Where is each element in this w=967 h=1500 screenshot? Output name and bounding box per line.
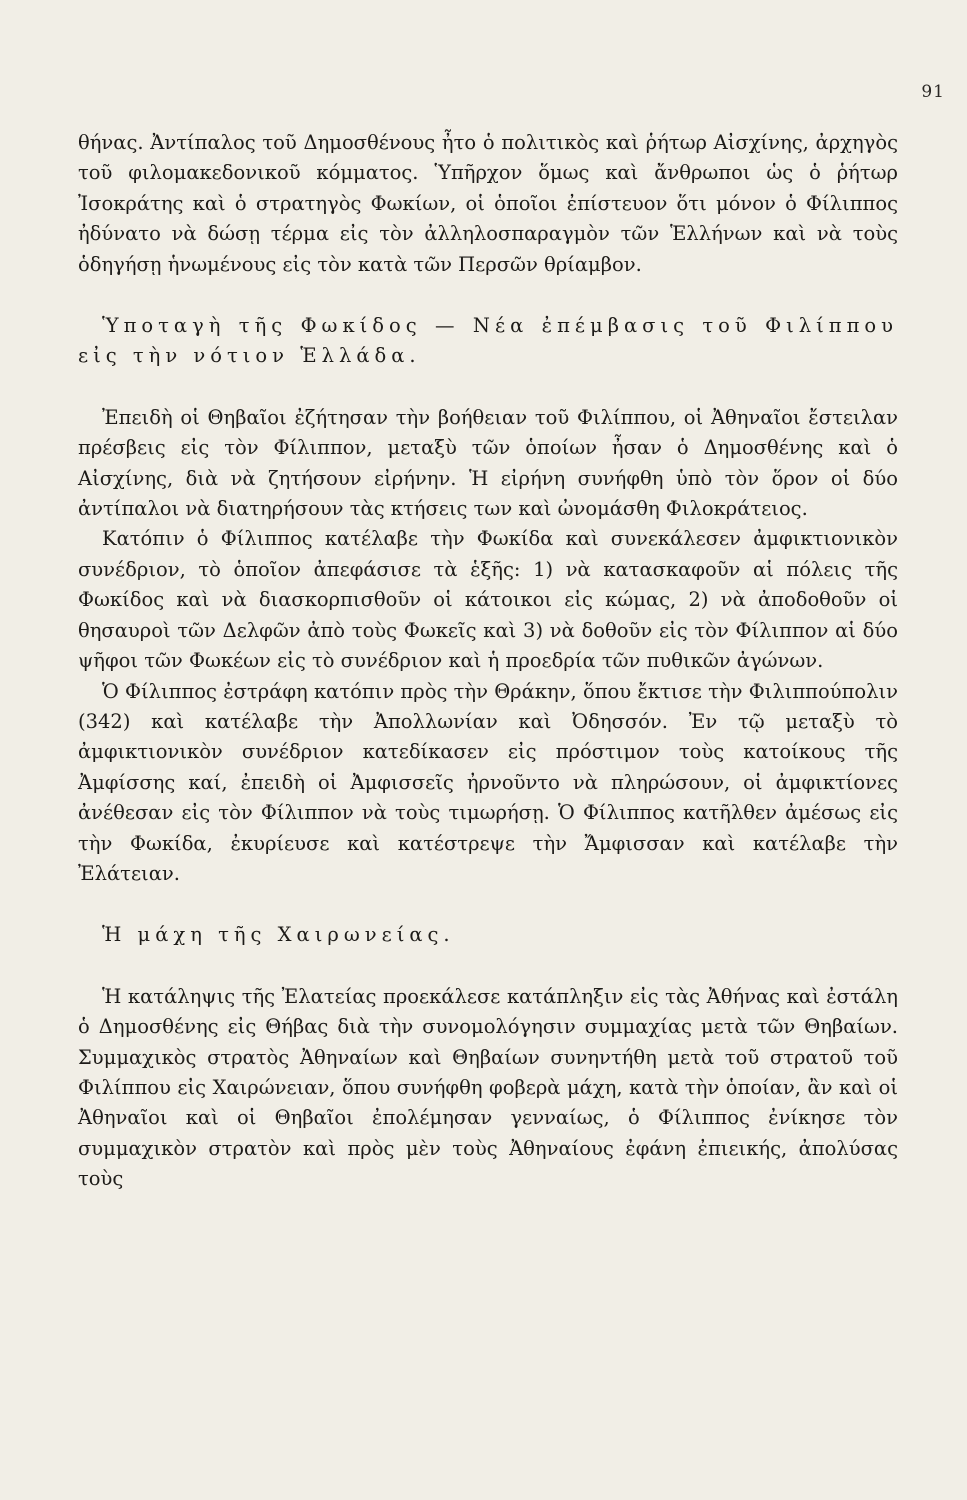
paragraph-continuation: θήνας. Ἀντίπαλος τοῦ Δημοσθένους ἦτο ὁ πολιτικὸς καὶ ῥήτωρ Αἰσχίνης, ἀρχηγὸς τοῦ φιλομακεδονικοῦ κόμματος. Ὑπῆρχον ὅμως καὶ ἄνθρωποι ὡς ὁ ῥήτωρ Ἰσοκράτης καὶ ὁ στρατηγὸς Φωκίων, οἱ ὁποῖοι ἐπίστευον ὅτι μόνον ὁ Φίλιππος ἠδύνατο νὰ δώσῃ τέρμα εἰς τὸν ἀλληλοσπαραγμὸν τῶν Ἑλλήνων καὶ νὰ τοὺς ὁδηγήσῃ ἡνωμένους εἰς τὸν κατὰ τῶν Περσῶν θρίαμβον.: [78, 131, 898, 276]
page-text: [78, 128, 898, 1195]
section-heading-chaeronea: Ἡ μάχη τῆς Χαιρωνείας.: [102, 923, 455, 947]
paragraph-battle-of-chaeronea: Ἡ κατάληψις τῆς Ἐλατείας προεκάλεσε κατάπληξιν εἰς τὰς Ἀθήνας καὶ ἐστάλη ὁ Δημοσθένης εἰς Θήβας διὰ τὴν συνομολόγησιν συμμαχίας μετὰ τῶν Θηβαίων. Συμμαχικὸς στρατὸς Ἀθηναίων καὶ Θηβαίων συνηντήθη μετὰ τοῦ στρατοῦ τοῦ Φιλίππου εἰς Χαιρώνειαν, ὅπου συνήφθη φοβερὰ μάχη, κατὰ τὴν ὁποίαν, ἂν καὶ οἱ Ἀθηναῖοι καὶ οἱ Θηβαῖοι ἐπολέμησαν γενναίως, ὁ Φίλιππος ἐνίκησε τὸν συμμαχικὸν στρατὸν καὶ πρὸς μὲν τοὺς Ἀθηναίους ἐφάνη ἐπιεικής, ἀπολύσας τοὺς: [78, 984, 898, 1191]
paragraph-peace-of-philocrates: Ἐπειδὴ οἱ Θηβαῖοι ἐζήτησαν τὴν βοήθειαν τοῦ Φιλίππου, οἱ Ἀθηναῖοι ἔστειλαν πρέσβεις εἰς τὸν Φίλιππον, μεταξὺ τῶν ὁποίων ἦσαν ὁ Δημοσθένης καὶ ὁ Αἰσχίνης, διὰ νὰ ζητήσουν εἰρήνην. Ἡ εἰρήνη συνήφθη ὑπὸ τὸν ὅρον οἱ δύο ἀντίπαλοι νὰ διατηρήσουν τὰς κτήσεις των καὶ ὠνομάσθη Φιλοκράτειος.: [78, 405, 898, 521]
paragraph-thrace-amphissa: Ὁ Φίλιππος ἐστράφη κατόπιν πρὸς τὴν Θράκην, ὅπου ἔκτισε τὴν Φιλιππούπολιν (342) καὶ κατέλαβε τὴν Ἀπολλωνίαν καὶ Ὀδησσόν. Ἐν τῷ μεταξὺ τὸ ἀμφικτιονικὸν συνέδριον κατεδίκασεν εἰς πρόστιμον τοὺς κατοίκους τῆς Ἀμφίσσης καί, ἐπειδὴ οἱ Ἀμφισσεῖς ἠρνοῦντο νὰ πληρώσουν, οἱ ἀμφικτίονες ἀνέθεσαν εἰς τὸν Φίλιππον νὰ τοὺς τιμωρήσῃ. Ὁ Φίλιππος κατῆλθεν ἀμέσως εἰς τὴν Φωκίδα, ἐκυρίευσε καὶ κατέστρεψε τὴν Ἄμφισσαν καὶ κατέλαβε τὴν Ἐλάτειαν.: [78, 679, 898, 885]
paragraph-amphictyonic-council: Κατόπιν ὁ Φίλιππος κατέλαβε τὴν Φωκίδα καὶ συνεκάλεσεν ἀμφικτιονικὸν συνέδριον, τὸ ὁποῖον ἀπεφάσισε τὰ ἑξῆς: 1) νὰ κατασκαφοῦν αἱ πόλεις τῆς Φωκίδος καὶ νὰ διασκορπισθοῦν οἱ κάτοικοι εἰς κώμας, 2) νὰ ἀποδοθοῦν οἱ θησαυροὶ τῶν Δελφῶν ἀπὸ τοὺς Φωκεῖς καὶ 3) νὰ δοθοῦν εἰς τὸν Φίλιππον αἱ δύο ψῆφοι τῶν Φωκέων εἰς τὸ συνέδριον καὶ ἡ προεδρία τῶν πυθικῶν ἀγώνων.: [78, 527, 898, 673]
section-heading-phocis: Ὑποταγὴ τῆς Φωκίδος — Νέα ἐπέμβασις τοῦ Φιλίππου εἰς τὴν νότιον Ἑλλάδα.: [78, 314, 898, 368]
page-number: 91: [921, 82, 945, 102]
